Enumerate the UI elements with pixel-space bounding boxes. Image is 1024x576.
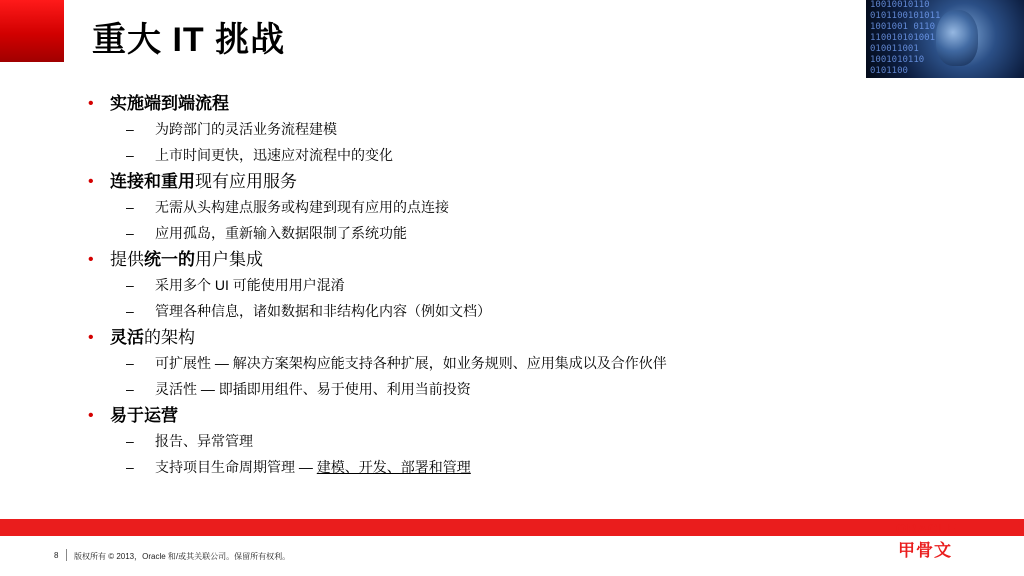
sub-bullet-item (88, 224, 988, 242)
bullet-bold-text: 易于运营 (110, 406, 178, 425)
bullet-bold-text: 连接和重用 (110, 172, 195, 191)
header-photo (866, 0, 1024, 78)
sub-bullet-text: 可扩展性 — 解决方案架构应能支持各种扩展，如业务规则、应用集成以及合作伙伴 (155, 355, 667, 371)
sub-bullet-item (88, 354, 988, 372)
sub-bullet-text: 采用多个 UI 可能使用用户混淆 (155, 277, 345, 293)
underlined-link-text: 建模、开发、部署和管理 (316, 459, 471, 475)
bullet-item (88, 406, 988, 426)
sub-bullet-item (88, 302, 988, 320)
sub-bullet-text: 为跨部门的灵活业务流程建模 (155, 121, 337, 137)
sub-bullet-text: 上市时间更快，迅速应对流程中的变化 (155, 147, 393, 163)
footer-divider (66, 549, 67, 561)
sub-bullet-text: 支持项目生命周期管理 — (155, 459, 317, 475)
bullet-icon: • (88, 251, 94, 268)
bullet-item (88, 94, 988, 114)
dash-icon: – (126, 381, 134, 397)
dash-icon: – (126, 147, 134, 163)
footer-red-bar (0, 519, 1024, 536)
bullet-icon: • (88, 329, 94, 346)
bullet-icon: • (88, 407, 94, 424)
bullet-text-prefix: 提供 (110, 250, 144, 269)
dash-icon: – (126, 303, 134, 319)
bullet-icon: • (88, 173, 94, 190)
binary-digits: 10010010110 0101100101011 1001001 0110 110010101001 010011001 1001010110 0101100 (870, 0, 941, 76)
sub-bullet-item (88, 432, 988, 450)
dash-icon: – (126, 459, 134, 475)
sub-bullet-text: 报告、异常管理 (155, 433, 253, 449)
dash-icon: – (126, 199, 134, 215)
bullet-list (88, 94, 988, 484)
person-silhouette (936, 10, 978, 66)
sub-bullet-text: 管理各种信息，诸如数据和非结构化内容（例如文档） (155, 303, 491, 319)
dash-icon: – (126, 277, 134, 293)
dash-icon: – (126, 433, 134, 449)
bullet-item (88, 250, 988, 270)
page-number: 8 (54, 551, 59, 560)
dash-icon: – (126, 225, 134, 241)
dash-icon: – (126, 121, 134, 137)
bullet-bold-text: 实施端到端流程 (110, 94, 229, 113)
sub-bullet-item (88, 198, 988, 216)
sub-bullet-text: 应用孤岛，重新输入数据限制了系统功能 (155, 225, 407, 241)
sub-bullet-text: 无需从头构建点服务或构建到现有应用的点连接 (155, 199, 449, 215)
slide-title: 重大 IT 挑战 (92, 21, 286, 59)
copyright-text: 版权所有 © 2013，Oracle 和/或其关联公司。保留所有权利。 (74, 552, 291, 561)
sub-bullet-item (88, 458, 988, 476)
dash-icon: – (126, 355, 134, 371)
sub-bullet-item (88, 380, 988, 398)
bullet-text: 用户集成 (195, 250, 263, 269)
sub-bullet-text: 灵活性 — 即插即用组件、易于使用、利用当前投资 (155, 381, 471, 397)
oracle-logo-cn: 甲骨文 (898, 541, 952, 560)
bullet-text: 的架构 (144, 328, 195, 347)
bullet-item (88, 328, 988, 348)
sub-bullet-item (88, 146, 988, 164)
bullet-item (88, 172, 988, 192)
sub-bullet-item (88, 276, 988, 294)
bullet-icon: • (88, 95, 94, 112)
title-accent-block (0, 0, 64, 62)
sub-bullet-item (88, 120, 988, 138)
bullet-bold-text: 灵活 (110, 328, 144, 347)
bullet-text: 现有应用服务 (195, 172, 297, 191)
oracle-logo: ORACLE (896, 521, 957, 536)
bullet-bold-text: 统一的 (144, 250, 195, 269)
